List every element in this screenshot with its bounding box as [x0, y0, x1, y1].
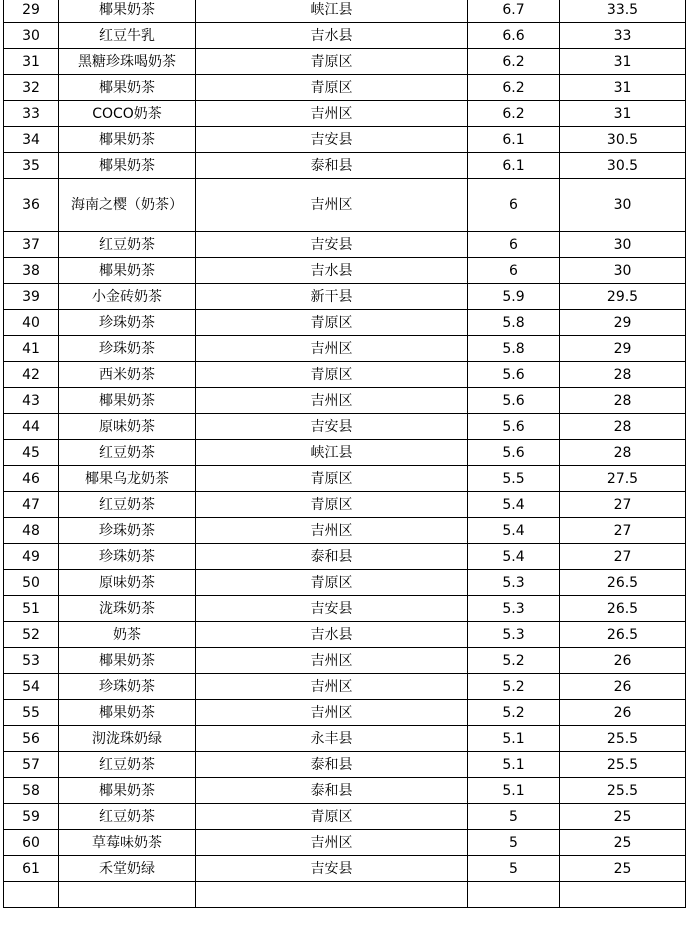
- rank-cell: 40: [4, 310, 59, 336]
- total-cell: 25: [560, 804, 686, 830]
- district-cell: 青原区: [196, 570, 468, 596]
- total-cell: 28: [560, 362, 686, 388]
- value-cell: [468, 882, 560, 908]
- value-cell: 5.3: [468, 596, 560, 622]
- total-cell: 31: [560, 49, 686, 75]
- rank-cell: 61: [4, 856, 59, 882]
- rank-cell: 50: [4, 570, 59, 596]
- rank-cell: 46: [4, 466, 59, 492]
- value-cell: 6.2: [468, 101, 560, 127]
- name-cell: 小金砖奶茶: [59, 284, 196, 310]
- district-cell: 泰和县: [196, 153, 468, 179]
- total-cell: 30: [560, 258, 686, 284]
- name-cell: 草莓味奶茶: [59, 830, 196, 856]
- district-cell: 泰和县: [196, 778, 468, 804]
- total-cell: 33: [560, 23, 686, 49]
- name-cell: 原味奶茶: [59, 570, 196, 596]
- value-cell: 6.2: [468, 75, 560, 101]
- total-cell: 28: [560, 414, 686, 440]
- name-cell: 椰果奶茶: [59, 127, 196, 153]
- rank-cell: 56: [4, 726, 59, 752]
- table-row: [4, 466, 686, 492]
- value-cell: 5.2: [468, 648, 560, 674]
- name-cell: 红豆牛乳: [59, 23, 196, 49]
- value-cell: 5.1: [468, 778, 560, 804]
- value-cell: 5: [468, 830, 560, 856]
- district-cell: 吉州区: [196, 700, 468, 726]
- rank-cell: 32: [4, 75, 59, 101]
- name-cell: 椰果奶茶: [59, 388, 196, 414]
- total-cell: 25.5: [560, 778, 686, 804]
- rank-cell: 54: [4, 674, 59, 700]
- district-cell: 泰和县: [196, 544, 468, 570]
- total-cell: 33.5: [560, 0, 686, 23]
- table-row: [4, 362, 686, 388]
- name-cell: 椰果乌龙奶茶: [59, 466, 196, 492]
- name-cell: 奶茶: [59, 622, 196, 648]
- value-cell: 5.4: [468, 518, 560, 544]
- table-row: [4, 23, 686, 49]
- rank-cell: 53: [4, 648, 59, 674]
- value-cell: 6: [468, 258, 560, 284]
- value-cell: 5.8: [468, 310, 560, 336]
- table-row: [4, 49, 686, 75]
- total-cell: 25.5: [560, 752, 686, 778]
- name-cell: 禾堂奶绿: [59, 856, 196, 882]
- table-row: [4, 648, 686, 674]
- table-row: [4, 674, 686, 700]
- district-cell: 峡江县: [196, 0, 468, 23]
- total-cell: 26.5: [560, 622, 686, 648]
- table-row: [4, 414, 686, 440]
- rank-cell: 42: [4, 362, 59, 388]
- name-cell: [59, 882, 196, 908]
- district-cell: [196, 882, 468, 908]
- name-cell: 泷珠奶茶: [59, 596, 196, 622]
- table-row: [4, 882, 686, 908]
- name-cell: 珍珠奶茶: [59, 544, 196, 570]
- value-cell: 5.8: [468, 336, 560, 362]
- value-cell: 5.3: [468, 622, 560, 648]
- district-cell: 青原区: [196, 492, 468, 518]
- name-cell: 椰果奶茶: [59, 258, 196, 284]
- table-body: [4, 0, 686, 908]
- district-cell: 吉安县: [196, 232, 468, 258]
- table-row: [4, 726, 686, 752]
- total-cell: [560, 882, 686, 908]
- name-cell: 椰果奶茶: [59, 700, 196, 726]
- rank-cell: 43: [4, 388, 59, 414]
- rank-cell: 37: [4, 232, 59, 258]
- value-cell: 6: [468, 179, 560, 232]
- name-cell: COCO奶茶: [59, 101, 196, 127]
- name-cell: 西米奶茶: [59, 362, 196, 388]
- value-cell: 6.2: [468, 49, 560, 75]
- district-cell: 新干县: [196, 284, 468, 310]
- table-row: [4, 518, 686, 544]
- district-cell: 青原区: [196, 804, 468, 830]
- name-cell: 椰果奶茶: [59, 648, 196, 674]
- table-row: [4, 778, 686, 804]
- district-cell: 吉安县: [196, 856, 468, 882]
- table-row: [4, 179, 686, 232]
- total-cell: 27.5: [560, 466, 686, 492]
- name-cell: 椰果奶茶: [59, 0, 196, 23]
- total-cell: 28: [560, 388, 686, 414]
- value-cell: 5.5: [468, 466, 560, 492]
- district-cell: 青原区: [196, 362, 468, 388]
- name-cell: 椰果奶茶: [59, 153, 196, 179]
- value-cell: 5: [468, 804, 560, 830]
- rank-cell: 38: [4, 258, 59, 284]
- table-row: [4, 388, 686, 414]
- table-row: [4, 440, 686, 466]
- district-cell: 吉州区: [196, 101, 468, 127]
- district-cell: 吉州区: [196, 648, 468, 674]
- value-cell: 5: [468, 856, 560, 882]
- table-row: [4, 856, 686, 882]
- table-row: [4, 101, 686, 127]
- table-row: [4, 804, 686, 830]
- rank-cell: 55: [4, 700, 59, 726]
- rank-cell: 58: [4, 778, 59, 804]
- table-row: [4, 310, 686, 336]
- total-cell: 26.5: [560, 570, 686, 596]
- total-cell: 25: [560, 856, 686, 882]
- table-row: [4, 0, 686, 23]
- district-cell: 吉州区: [196, 674, 468, 700]
- district-cell: 吉州区: [196, 830, 468, 856]
- district-cell: 峡江县: [196, 440, 468, 466]
- rank-cell: 29: [4, 0, 59, 23]
- district-cell: 吉水县: [196, 258, 468, 284]
- total-cell: 30: [560, 232, 686, 258]
- rank-cell: 39: [4, 284, 59, 310]
- district-cell: 吉安县: [196, 414, 468, 440]
- name-cell: 珍珠奶茶: [59, 518, 196, 544]
- table-row: [4, 284, 686, 310]
- total-cell: 29: [560, 336, 686, 362]
- rank-cell: 31: [4, 49, 59, 75]
- district-cell: 吉州区: [196, 179, 468, 232]
- rank-cell: 41: [4, 336, 59, 362]
- rank-cell: 51: [4, 596, 59, 622]
- table-row: [4, 830, 686, 856]
- total-cell: 26.5: [560, 596, 686, 622]
- rank-cell: 48: [4, 518, 59, 544]
- total-cell: 31: [560, 75, 686, 101]
- total-cell: 27: [560, 544, 686, 570]
- value-cell: 6: [468, 232, 560, 258]
- rank-cell: 60: [4, 830, 59, 856]
- name-cell: 红豆奶茶: [59, 752, 196, 778]
- rank-cell: 52: [4, 622, 59, 648]
- value-cell: 5.2: [468, 700, 560, 726]
- district-cell: 青原区: [196, 310, 468, 336]
- table-row: [4, 75, 686, 101]
- table-row: [4, 153, 686, 179]
- rank-cell: 45: [4, 440, 59, 466]
- total-cell: 30: [560, 179, 686, 232]
- value-cell: 5.1: [468, 726, 560, 752]
- table-row: [4, 570, 686, 596]
- district-cell: 吉州区: [196, 518, 468, 544]
- table-row: [4, 127, 686, 153]
- rank-cell: 30: [4, 23, 59, 49]
- total-cell: 28: [560, 440, 686, 466]
- rank-cell: 44: [4, 414, 59, 440]
- table-row: [4, 232, 686, 258]
- value-cell: 5.4: [468, 544, 560, 570]
- total-cell: 25: [560, 830, 686, 856]
- total-cell: 27: [560, 492, 686, 518]
- name-cell: 椰果奶茶: [59, 778, 196, 804]
- name-cell: 海南之樱（奶茶）: [59, 179, 196, 232]
- total-cell: 29: [560, 310, 686, 336]
- name-cell: 红豆奶茶: [59, 804, 196, 830]
- rank-cell: 47: [4, 492, 59, 518]
- district-cell: 青原区: [196, 466, 468, 492]
- rank-cell: 57: [4, 752, 59, 778]
- value-cell: 5.2: [468, 674, 560, 700]
- table-row: [4, 336, 686, 362]
- value-cell: 5.9: [468, 284, 560, 310]
- table-row: [4, 596, 686, 622]
- table-row: [4, 700, 686, 726]
- rank-cell: 59: [4, 804, 59, 830]
- value-cell: 5.6: [468, 440, 560, 466]
- rank-cell: 34: [4, 127, 59, 153]
- table-row: [4, 492, 686, 518]
- name-cell: 椰果奶茶: [59, 75, 196, 101]
- value-cell: 5.6: [468, 388, 560, 414]
- value-cell: 6.1: [468, 153, 560, 179]
- total-cell: 29.5: [560, 284, 686, 310]
- value-cell: 5.6: [468, 362, 560, 388]
- rank-cell: [4, 882, 59, 908]
- district-cell: 吉安县: [196, 127, 468, 153]
- value-cell: 5.4: [468, 492, 560, 518]
- district-cell: 吉水县: [196, 23, 468, 49]
- table-row: [4, 258, 686, 284]
- total-cell: 30.5: [560, 127, 686, 153]
- district-cell: 永丰县: [196, 726, 468, 752]
- district-cell: 吉州区: [196, 388, 468, 414]
- table-row: [4, 622, 686, 648]
- name-cell: 红豆奶茶: [59, 440, 196, 466]
- district-cell: 吉州区: [196, 336, 468, 362]
- name-cell: 沏泷珠奶绿: [59, 726, 196, 752]
- data-table: [3, 0, 686, 908]
- value-cell: 5.1: [468, 752, 560, 778]
- value-cell: 6.7: [468, 0, 560, 23]
- rank-cell: 33: [4, 101, 59, 127]
- district-cell: 青原区: [196, 49, 468, 75]
- total-cell: 27: [560, 518, 686, 544]
- district-cell: 青原区: [196, 75, 468, 101]
- name-cell: 原味奶茶: [59, 414, 196, 440]
- table-row: [4, 752, 686, 778]
- value-cell: 6.1: [468, 127, 560, 153]
- name-cell: 红豆奶茶: [59, 232, 196, 258]
- value-cell: 5.6: [468, 414, 560, 440]
- rank-cell: 36: [4, 179, 59, 232]
- total-cell: 26: [560, 648, 686, 674]
- total-cell: 26: [560, 674, 686, 700]
- district-cell: 泰和县: [196, 752, 468, 778]
- rank-cell: 35: [4, 153, 59, 179]
- district-cell: 吉安县: [196, 596, 468, 622]
- rank-cell: 49: [4, 544, 59, 570]
- name-cell: 珍珠奶茶: [59, 674, 196, 700]
- total-cell: 25.5: [560, 726, 686, 752]
- district-cell: 吉水县: [196, 622, 468, 648]
- name-cell: 珍珠奶茶: [59, 310, 196, 336]
- total-cell: 31: [560, 101, 686, 127]
- name-cell: 黑糖珍珠喝奶茶: [59, 49, 196, 75]
- total-cell: 30.5: [560, 153, 686, 179]
- total-cell: 26: [560, 700, 686, 726]
- value-cell: 5.3: [468, 570, 560, 596]
- name-cell: 珍珠奶茶: [59, 336, 196, 362]
- name-cell: 红豆奶茶: [59, 492, 196, 518]
- value-cell: 6.6: [468, 23, 560, 49]
- table-row: [4, 544, 686, 570]
